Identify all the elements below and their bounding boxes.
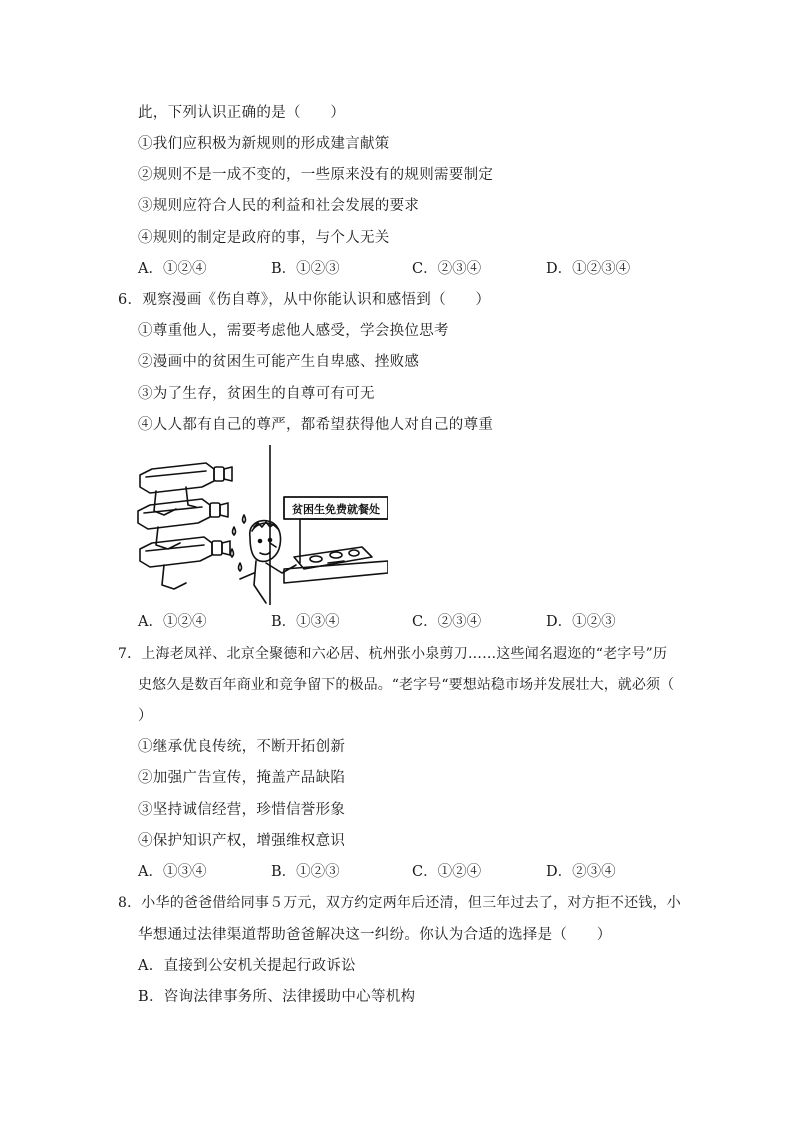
q7-option-a[interactable]: A．①③④: [138, 864, 207, 880]
q6-option-d[interactable]: D．①②③: [546, 614, 616, 630]
q6-option-c[interactable]: C．②③④: [412, 614, 482, 630]
q6-item-3: ③为了生存，贫困生的自尊可有可无: [138, 386, 375, 402]
q5-option-c[interactable]: C．②③④: [412, 261, 482, 277]
q7-options: [138, 862, 698, 882]
q6-option-a[interactable]: A．①②④: [138, 614, 207, 630]
q8-stem-line-1: 8．小华的爸爸借给同事５万元，双方约定两年后还清，但三年过去了，对方拒不还钱，小: [118, 895, 681, 911]
q5-item-3: ③规则应符合人民的利益和社会发展的要求: [138, 198, 420, 214]
q7-item-3: ③坚持诚信经营，珍惜信誉形象: [138, 802, 346, 818]
q6-item-4: ④人人都有自己的尊严，都希望获得他人对自己的尊重: [138, 417, 494, 433]
q6-stem: 6．观察漫画《伤自尊》，从中你能认识和感悟到（ ）: [118, 292, 491, 308]
canteen-sign: 贫困生免费就餐处: [292, 503, 380, 516]
q6-item-1: ①尊重他人，需要考虑他人感受，学会换位思考: [138, 323, 449, 339]
q7-stem-line-3: ）: [138, 708, 153, 724]
q7-option-d[interactable]: D．②③④: [546, 864, 616, 880]
q7-item-4: ④保护知识产权，增强维权意识: [138, 833, 346, 849]
q6-options: [138, 612, 698, 632]
q7-item-2: ②加强广告宣传，掩盖产品缺陷: [138, 770, 346, 786]
q7-item-1: ①继承优良传统，不断开拓创新: [138, 739, 346, 755]
q7-stem-line-1: 7．上海老凤祥、北京全聚德和六必居、杭州张小泉剪刀……这些闻名遐迩的“老字号”历: [118, 646, 668, 662]
q5-item-1: ①我们应积极为新规则的形成建言献策: [138, 136, 390, 152]
q6-option-b[interactable]: B．①③④: [271, 614, 340, 630]
q8-option-b[interactable]: B．咨询法律事务所、法律援助中心等机构: [138, 989, 416, 1005]
q6-item-2: ②漫画中的贫困生可能产生自卑感、挫败感: [138, 354, 420, 370]
q5-option-b[interactable]: B．①②③: [271, 261, 340, 277]
q5-item-4: ④规则的制定是政府的事，与个人无关: [138, 230, 390, 246]
q7-option-b[interactable]: B．①②③: [271, 864, 340, 880]
cartoon-image: [136, 445, 388, 605]
q5-stem: 此，下列认识正确的是（ ）: [138, 105, 346, 121]
q5-options: [138, 259, 698, 279]
q7-option-c[interactable]: C．①②④: [412, 864, 482, 880]
q5-option-a[interactable]: A．①②④: [138, 261, 207, 277]
q5-item-2: ②规则不是一成不变的，一些原来没有的规则需要制定: [138, 167, 494, 183]
q8-option-a[interactable]: A．直接到公安机关提起行政诉讼: [138, 958, 356, 974]
q7-stem-line-2: 史悠久是数百年商业和竞争留下的极品。“老字号“要想站稳市场并发展壮大，就必须（: [138, 677, 675, 693]
q5-option-d[interactable]: D．①②③④: [546, 261, 631, 277]
q8-stem-line-2: 华想通过法律渠道帮助爸爸解决这一纠纷。你认为合适的选择是（ ）: [138, 927, 612, 943]
